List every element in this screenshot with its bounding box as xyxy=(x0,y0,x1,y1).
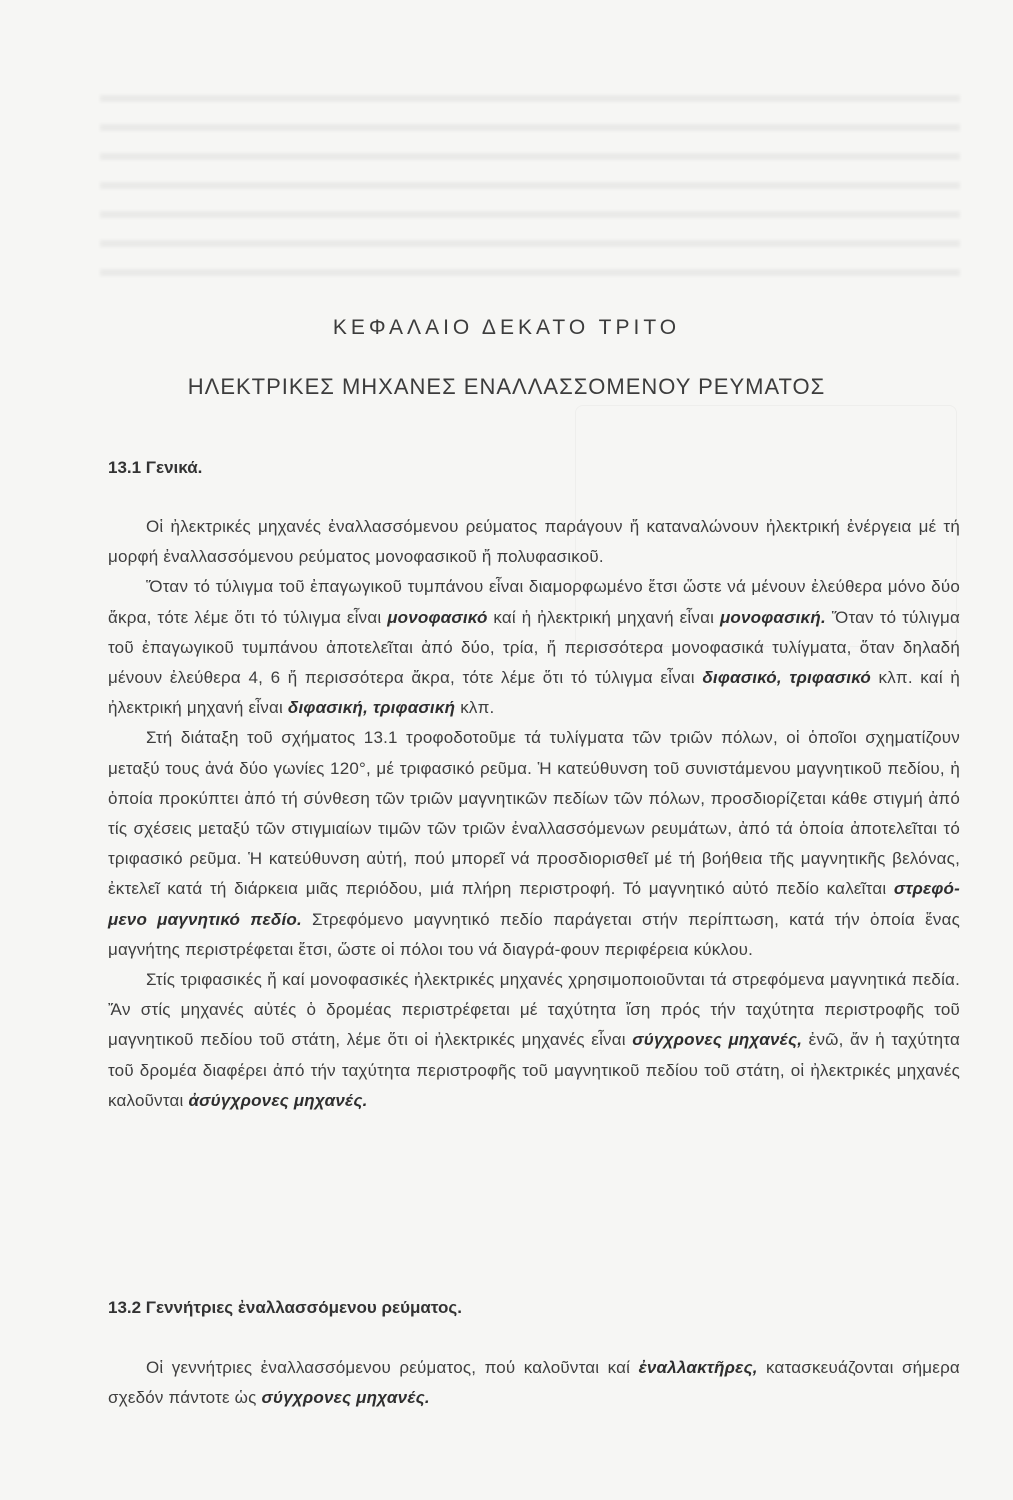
paragraph: Ὅταν τό τύλιγμα τοῦ ἐπαγωγικοῦ τυμπάνου εἶναι διαμορφωμένο ἔτσι ὥστε νά μένουν ἐλεύθερα μόνο δύο ἄκρα, τότε λέμε ὅτι τό τύλιγμα εἶναι μονοφασικό καί ἡ ἠλεκτρική μηχανή εἶναι μονοφασική. Ὅταν τό τύλιγμα τοῦ ἐπαγωγικοῦ τυμπάνου ἀποτελεῖται ἀπό δύο, τρία, ἤ περισσότερα μονοφασικά τυλίγματα, ὅταν δηλαδή μένουν ἐλεύθερα 4, 6 ἤ περισσότερα ἄκρα, τότε λέμε ὅτι τό τύλιγμα εἶναι διφασικό, τριφασικό κλπ. καί ἡ ἠλεκτρική μηχανή εἶναι διφασική, τριφασική κλπ. xyxy=(108,577,960,718)
emphasis: ἐναλλακτῆρες, xyxy=(638,1358,758,1377)
emphasis: μονοφασική. xyxy=(719,607,826,627)
paragraph: Στίς τριφασικές ἤ καί μονοφασικές ἠλεκτρικές μηχανές χρησιμοποιοῦνται τά στρεφόμενα μαγνητικά πεδία. Ἄν στίς μηχανές αὐτές ὁ δρομέας περιστρέφεται μέ ταχύτητα ἴση πρός τήν ταχύτητα περιστροφῆς τοῦ μαγνητικοῦ πεδίου τοῦ στάτη, λέμε ὅτι οἱ ἠλεκτρικές μηχανές εἶναι σύγχρονες μηχανές, ἐνῶ, ἄν ἡ ταχύτητα τοῦ δρομέα διαφέρει ἀπό τήν ταχύτητα περιστροφῆς τοῦ μαγνητικοῦ πεδίου τοῦ στάτη, οἱ ἠλεκτρικές μηχανές καλοῦνται ἀσύγχρονες μηχανές. xyxy=(108,970,960,1110)
chapter-title: ΗΛΕΚΤΡΙΚΕΣ ΜΗΧΑΝΕΣ ΕΝΑΛΛΑΣΣΟΜΕΝΟΥ ΡΕΥΜΑΤΟΣ xyxy=(187,374,826,399)
section-heading-13-2: 13.2 Γεννήτριες ἐναλλασσόμενου ρεύματος. xyxy=(108,1298,462,1317)
paragraph: Οἱ γεννήτριες ἐναλλασσόμενου ρεύματος, πού καλοῦνται καί ἐναλλακτῆρες, κατασκευάζονται σήμερα σχεδόν πάντοτε ὡς σύγχρονες μηχανές. xyxy=(108,1358,960,1408)
emphasis: διφασική, τριφασική xyxy=(287,698,456,718)
section-13-1-body xyxy=(108,512,960,1116)
emphasis: μονοφασικό xyxy=(387,607,488,627)
paragraph: Οἱ ἠλεκτρικές μηχανές ἐναλλασσόμενου ρεύματος παράγουν ἤ καταναλώνουν ἠλεκτρική ἐνέργεια μέ τή μορφή ἐναλλασσόμενου ρεύματος μονοφασικοῦ ἤ πολυφασικοῦ. xyxy=(108,517,960,567)
emphasis: διφασικό, τριφασικό xyxy=(702,668,871,688)
chapter-label: ΚΕΦΑΛΑΙΟ ΔΕΚΑΤΟ ΤΡΙΤΟ xyxy=(332,316,681,339)
emphasis: σύγχρονες μηχανές. xyxy=(261,1388,430,1408)
paragraph: Στή διάταξη τοῦ σχήματος 13.1 τροφοδοτοῦμε τά τυλίγματα τῶν τριῶν πόλων, οἱ ὁποῖοι σχηματίζουν μεταξύ τους ἀνά δύο γωνίες 120°, μέ τριφασικό ρεῦμα. Ἡ κατεύθυνση τοῦ συνιστάμενου μαγνητικοῦ πεδίου, ἡ ὁποία προκύπτει ἀπό τή σύνθεση τῶν τριῶν μαγνητικῶν πεδίων τῶν πόλων, προσδιορίζεται κάθε στιγμή ἀπό τίς σχέσεις μεταξύ τῶν στιγμιαίων τιμῶν τῶν τριῶν ἐναλλασσόμενων ρευμάτων, ἀπό τά ὁποία ἀποτελεῖται τό τριφασικό ρεῦμα. Ἡ κατεύθυνση αὐτή, πού μπορεῖ νά προσδιορισθεῖ μέ τή βοήθεια τῆς μαγνητικῆς βελόνας, ἐκτελεῖ κατά τή διάρκεια μιᾶς περιόδου, μιά πλήρη περιστροφή. Τό μαγνητικό αὐτό πεδίο καλεῖται στρεφό-μενο μαγνητικό πεδίο. Στρεφόμενο μαγνητικό πεδίο παράγεται στήν περίπτωση, κατά τήν ὁποία ἕνας μαγνήτης περιστρέφεται ἔτσι, ὥστε οἱ πόλοι του νά διαγρά-φουν περιφέρεια κύκλου. xyxy=(108,728,960,959)
emphasis: ἀσύγχρονες μηχανές. xyxy=(188,1090,368,1110)
emphasis: στρεφό-μενο μαγνητικό πεδίο. xyxy=(108,879,960,929)
emphasis: σύγχρονες μηχανές, xyxy=(632,1030,803,1050)
show-through-text xyxy=(100,95,960,295)
section-heading-13-1: 13.1 Γενικά. xyxy=(108,458,203,477)
section-13-2-body xyxy=(108,1353,960,1413)
